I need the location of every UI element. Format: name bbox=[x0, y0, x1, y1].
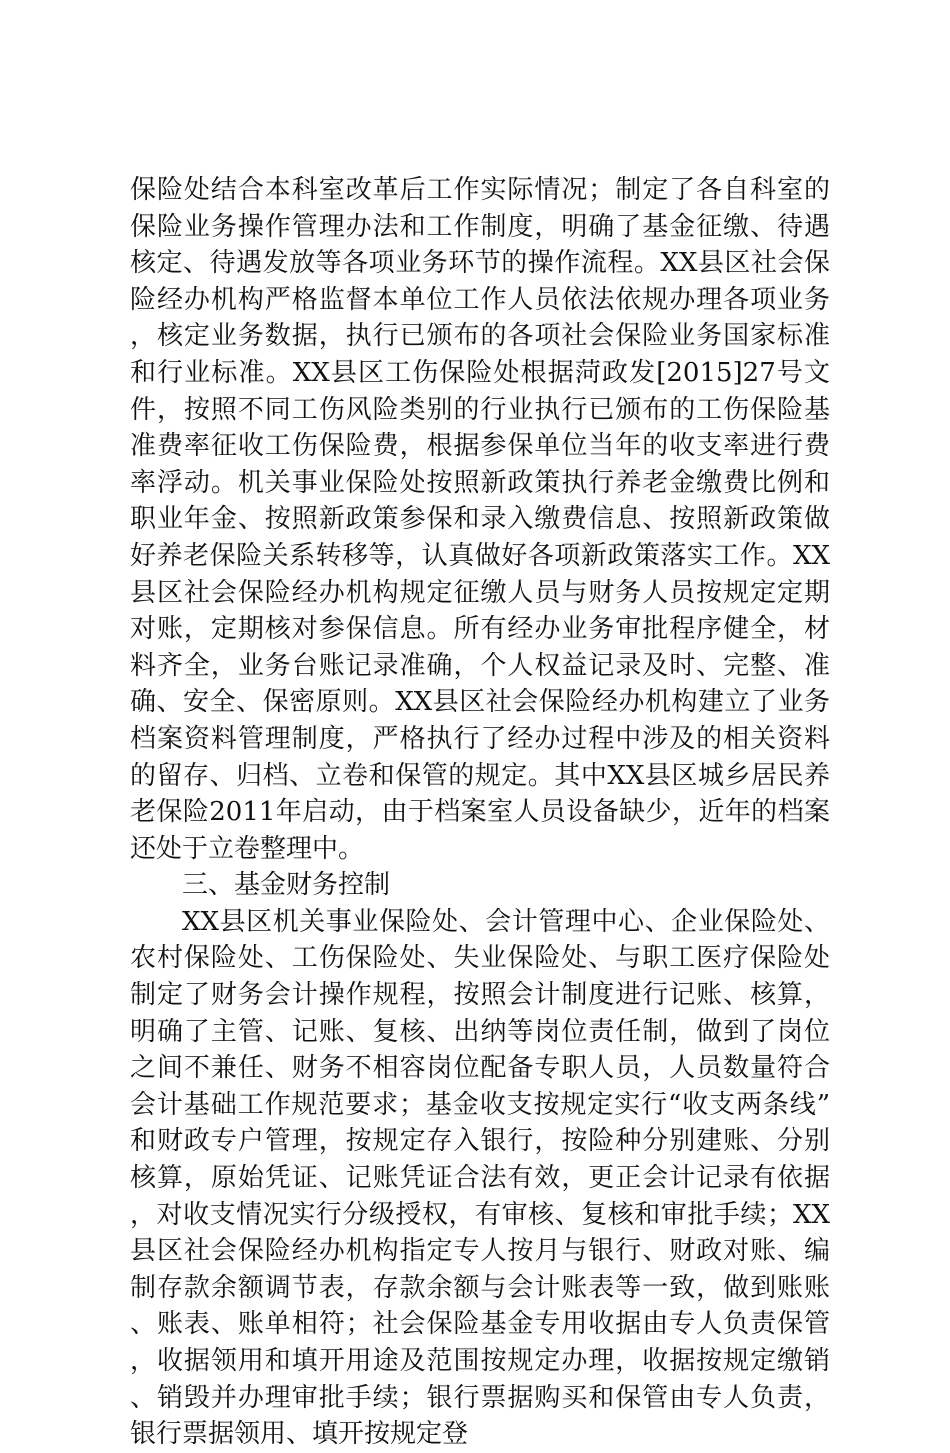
section-heading-fund-finance-control: 三、基金财务控制 bbox=[182, 870, 391, 901]
body-paragraph-continuation: 保险处结合本科室改革后工作实际情况；制定了各自科室的保险业务操作管理办法和工作制度，明确了基金征缴、待遇核定、待遇发放等各项业务环节的操作流程。XX县区社会保险经办机构严格监督本单位工作人员依法依规办理各项业务，核定业务数据，执行已颁布的各项社会保险业务国家标准和行业标准。XX县区工伤保险处根据菏政发[2015]27号文件，按照不同工伤风险类别的行业执行已颁布的工伤保险基准费率征收工伤保险费，根据参保单位当年的收支率进行费率浮动。机关事业保险处按照新政策执行养老金缴费比例和职业年金、按照新政策参保和录入缴费信息、按照新政策做好养老保险关系转移等，认真做好各项新政策落实工作。XX县区社会保险经办机构规定征缴人员与财务人员按规定定期对账，定期核对参保信息。所有经办业务审批程序健全，材料齐全，业务台账记录准确，个人权益记录及时、完整、准确、安全、保密原则。XX县区社会保险经办机构建立了业务档案资料管理制度，严格执行了经办过程中涉及的相关资料的留存、归档、立卷和保管的规定。其中XX县区城乡居民养老保险2011年启动，由于档案室人员设备缺少，近年的档案还处于立卷整理中。 bbox=[130, 175, 830, 864]
body-paragraph-fund-finance: XX县区机关事业保险处、会计管理中心、企业保险处、农村保险处、工伤保险处、失业保险处、与职工医疗保险处制定了财务会计操作规程，按照会计制度进行记账、核算，明确了主管、记账、复核、出纳等岗位责任制，做到了岗位之间不兼任、财务不相容岗位配备专职人员，人员数量符合会计基础工作规范要求；基金收支按规定实行“收支两条线”和财政专户管理，按规定存入银行，按险种分别建账、分别核算，原始凭证、记账凭证合法有效，更正会计记录有依据，对收支情况实行分级授权，有审核、复核和审批手续；XX县区社会保险经办机构指定专人按月与银行、财政对账、编制存款余额调节表，存款余额与会计账表等一致，做到账账、账表、账单相符；社会保险基金专用收据由专人负责保管，收据领用和填开用途及范围按规定办理，收据按规定缴销、销毁并办理审批手续；银行票据购买和保管由专人负责，银行票据领用、填开按规定登 bbox=[130, 906, 830, 1450]
document-page bbox=[130, 172, 830, 1453]
